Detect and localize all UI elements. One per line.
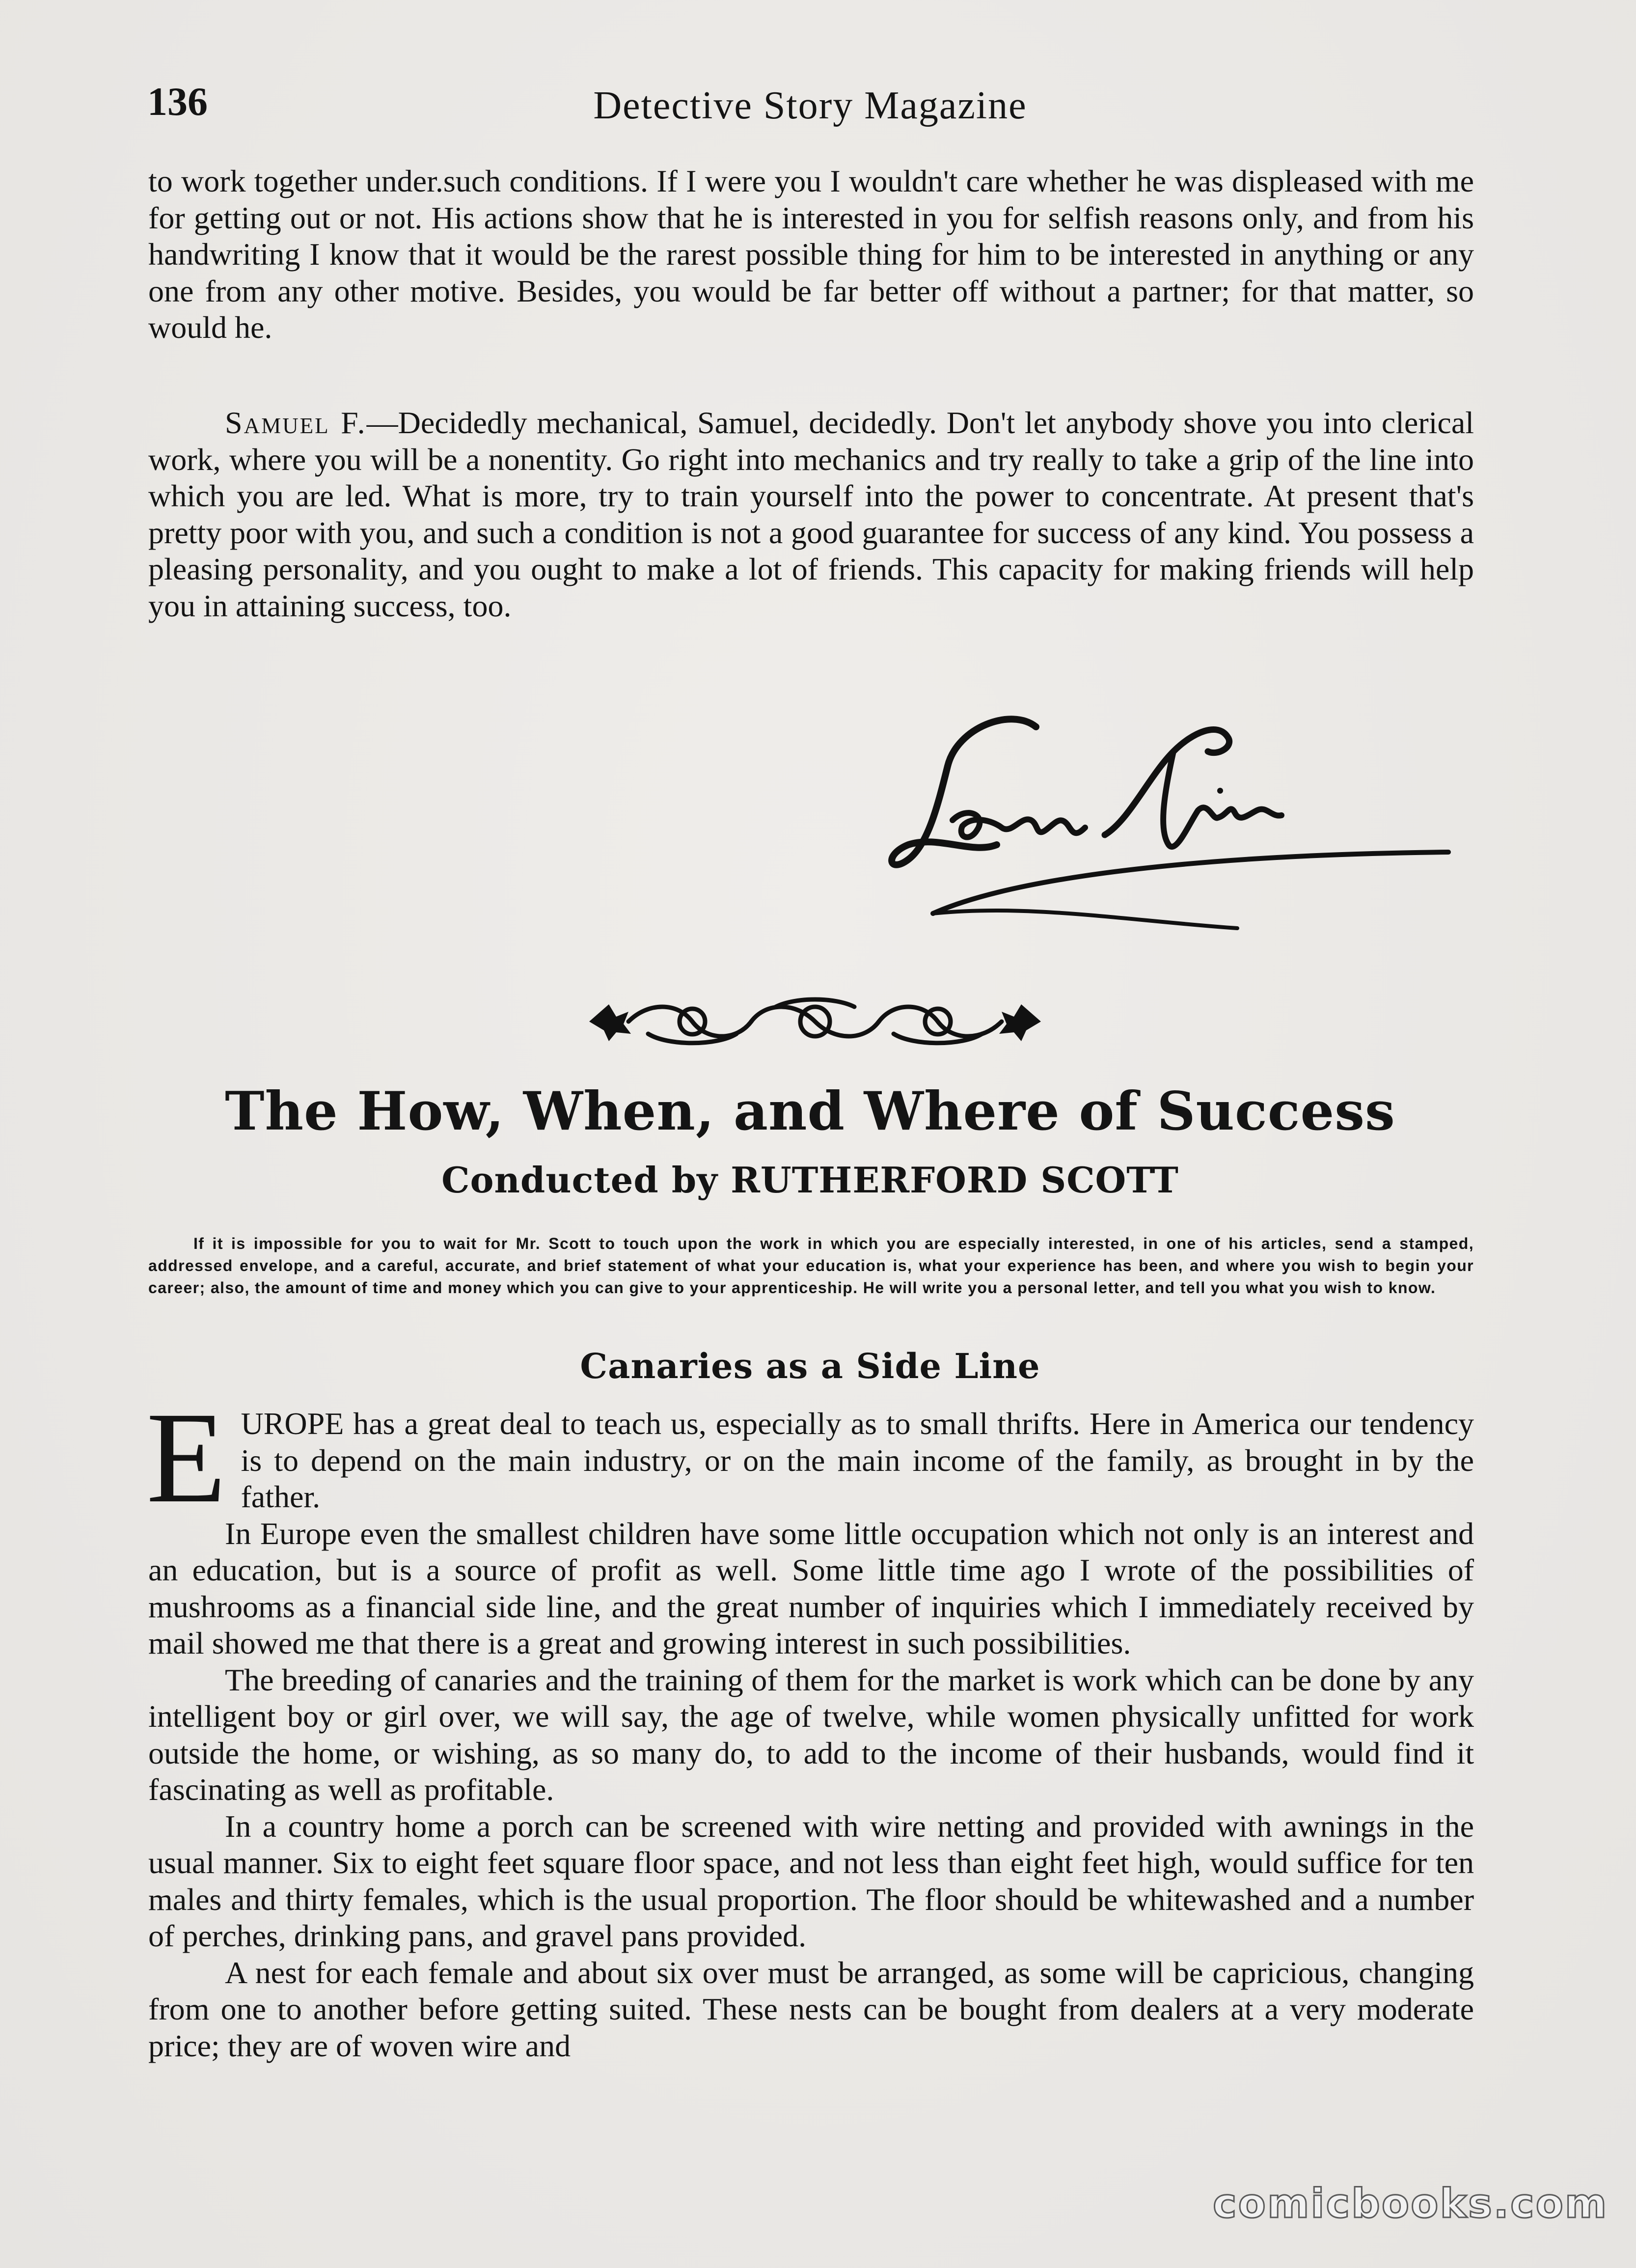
article-paragraph: In a country home a porch can be screened with wire netting and provided with awnings in the usual manner. Six to eight feet square floor space, and not less than eight feet high, would suffice for ten males and thirty females, which is the usual proportion. The floor should be whitewashed and a number of perches, drinking pans, and gravel pans provided.	[148, 1808, 1474, 1953]
article-paragraph: In Europe even the smallest children have some little occupation which not only is an interest and an education, but is a source of profit as well. Some little time ago I wrote of the possibilities of mushrooms as a financial side line, and the great number of inquiries which I immediately received by mail showed me that there is a great and growing interest in such possibilities.	[148, 1516, 1474, 1660]
article-paragraph: The breeding of canaries and the training of them for the market is work which can be done by any intelligent boy or girl over, we will say, the age of twelve, while women physically unfitted for work outside the home, or wishing, as so many do, to add to the income of their husbands, would find it fascinating as well as profitable.	[148, 1662, 1474, 1807]
page-header	[147, 74, 1473, 133]
article-title: Canaries as a Side Line	[580, 1346, 1040, 1386]
drop-cap: E	[146, 1385, 226, 1530]
correspondent-name: Samuel F.	[225, 405, 367, 440]
reply-text: to work together under.such conditions. If I were you I wouldn't care whether he was displeased with me for getting out or not. His actions show that he is interested in you for selfish reasons only, and from his handwriting I know that it would be the rarest possible thing for him to be interested in anything or any one from any other motive. Besides, you would be far better off without a partner; for that matter, so would he.	[148, 164, 1474, 345]
reply-paragraph-2	[148, 405, 1474, 624]
reply-paragraph-1	[148, 163, 1474, 346]
page-number: 136	[147, 79, 208, 124]
section-note: If it is impossible for you to wait for Mr. Scott to touch upon the work in which you are especially interested, in one of his articles, send a stamped, addressed envelope, and a careful, accurate, and brief statement of what your education is, what your experience has been, and where you wish to begin your career; also, the amount of time and money which you can give to your apprenticeship. He will write you a personal letter, and tell you what you wish to know.	[148, 1235, 1474, 1297]
section-subtitle: Conducted by RUTHERFORD SCOTT	[441, 1159, 1179, 1201]
article-paragraph	[146, 1385, 1474, 1530]
article-paragraph: A nest for each female and about six over must be arranged, as some will be capricious, changing from one to another before getting suited. These nests can be bought from dealers at a very moderate price; they are of woven wire and	[148, 1955, 1474, 2063]
reply-text	[148, 405, 1474, 624]
reply-body: —Decidedly mechanical, Samuel, decidedly. Don't let anybody shove you into clerical work, where you will be a nonentity. Go right into mechanics and try really to take a grip of the line into which you are led. What is more, try to train yourself into the power to concentrate. At present that's pretty poor with you, and such a condition is not a good guarantee for success of any kind. You possess a pleasing personality, and you ought to make a lot of friends. This capacity for making friends will help you in attaining success, too.	[148, 405, 1474, 623]
section-title: The How, When, and Where of Success	[225, 1080, 1395, 1142]
magazine-title: Detective Story Magazine	[593, 84, 1027, 127]
decorative-ornament-divider	[570, 987, 1061, 1056]
handwritten-signature	[874, 697, 1478, 963]
article-paragraph-text: UROPE has a great deal to teach us, especially as to small thrifts. Here in America our tendency is to depend on the main industry, or on the main income of the family, as brought in by the father.	[241, 1406, 1474, 1514]
article-body	[146, 1385, 1474, 2064]
site-watermark: comicbooks.com	[1213, 2181, 1609, 2227]
